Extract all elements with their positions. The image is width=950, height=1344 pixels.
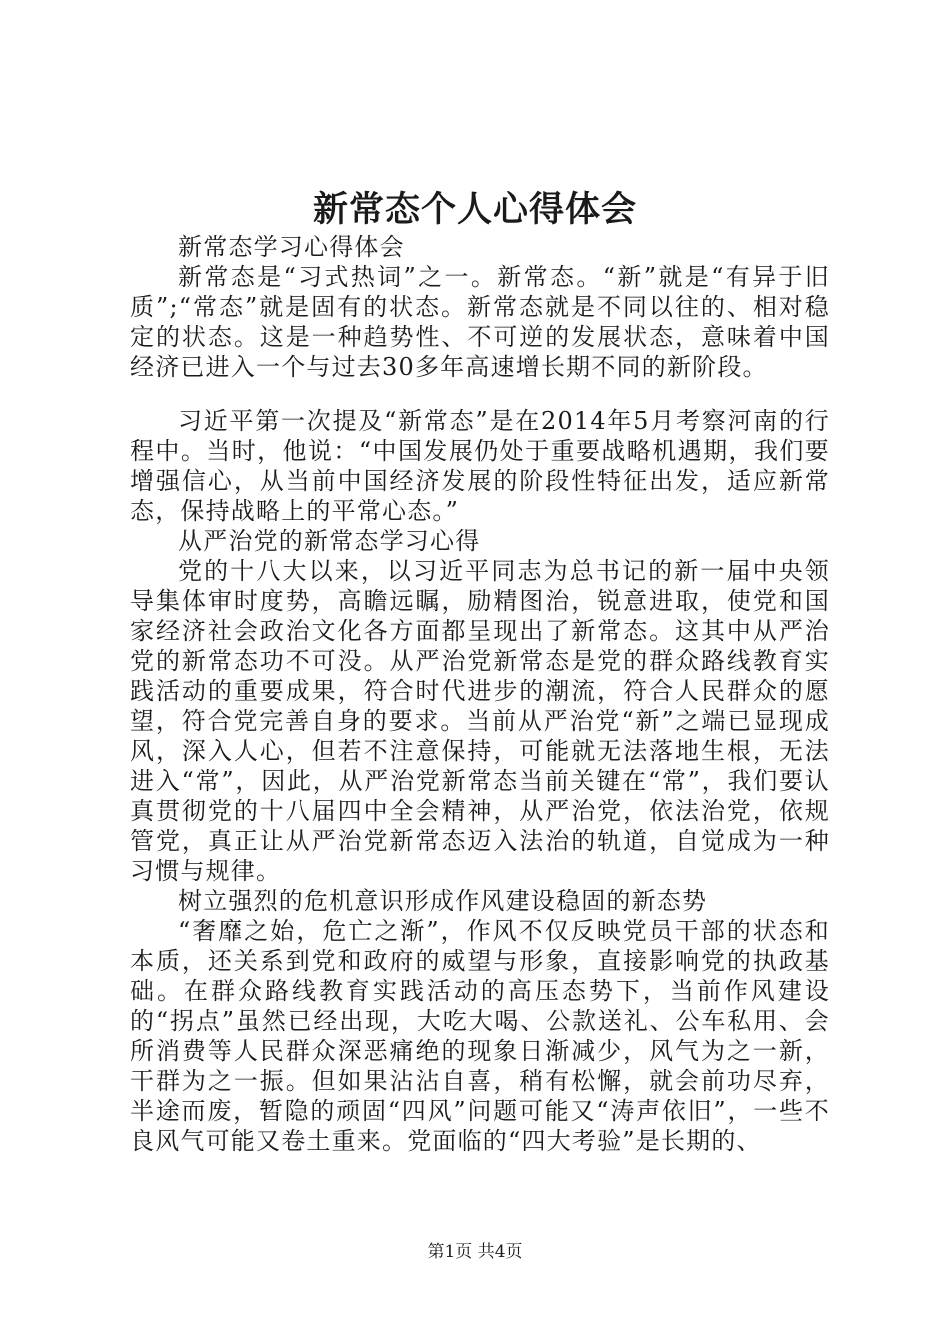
section-heading: 树立强烈的危机意识形成作风建设稳固的新态势 bbox=[178, 887, 708, 915]
document-body bbox=[130, 232, 830, 1156]
paragraph: 新常态是“习式热词”之一。新常态。“新”就是“有异于旧质”;“常态”就是固有的状态。新常态就是不同以往的、相对稳定的状态。这是一种趋势性、不可逆的发展状态，意味着中国经济已进入一个与过去30多年高速增长期不同的新阶段。 bbox=[130, 263, 830, 381]
paragraph: 习近平第一次提及“新常态”是在2014年5月考察河南的行程中。当时，他说：“中国发展仍处于重要战略机遇期，我们要增强信心，从当前中国经济发展的阶段性特征出发，适应新常态，保持战略上的平常心态。” bbox=[130, 407, 830, 525]
page-number-footer: 第1页 共4页 bbox=[427, 1242, 523, 1262]
document-title: 新常态个人心得体会 bbox=[312, 189, 637, 230]
section-heading: 新常态学习心得体会 bbox=[178, 233, 405, 261]
paragraph: “奢靡之始，危亡之渐”，作风不仅反映党员干部的状态和本质，还关系到党和政府的威望与形象，直接影响党的执政基础。在群众路线教育实践活动的高压态势下，当前作风建设的“拐点”虽然已经出现，大吃大喝、公款送礼、公车私用、会所消费等人民群众深恶痛绝的现象日渐减少，风气为之一新，干群为之一振。但如果沾沾自喜，稍有松懈，就会前功尽弃，半途而废，暂隐的顽固“四风”问题可能又“涛声依旧”，一些不良风气可能又卷土重来。党面临的“四大考验”是长期的、 bbox=[130, 917, 830, 1155]
section-heading: 从严治党的新常态学习心得 bbox=[178, 527, 481, 555]
paragraph: 党的十八大以来，以习近平同志为总书记的新一届中央领导集体审时度势，高瞻远瞩，励精图治，锐意进取，使党和国家经济社会政治文化各方面都呈现出了新常态。这其中从严治党的新常态功不可没。从严治党新常态是党的群众路线教育实践活动的重要成果，符合时代进步的潮流，符合人民群众的愿望，符合党完善自身的要求。当前从严治党“新”之端已显现成风，深入人心，但若不注意保持，可能就无法落地生根，无法进入“常”，因此，从严治党新常态当前关键在“常”，我们要认真贯彻党的十八届四中全会精神，从严治党，依法治党，依规管党，真正让从严治党新常态迈入法治的轨道，自觉成为一种习惯与规律。 bbox=[130, 557, 830, 885]
